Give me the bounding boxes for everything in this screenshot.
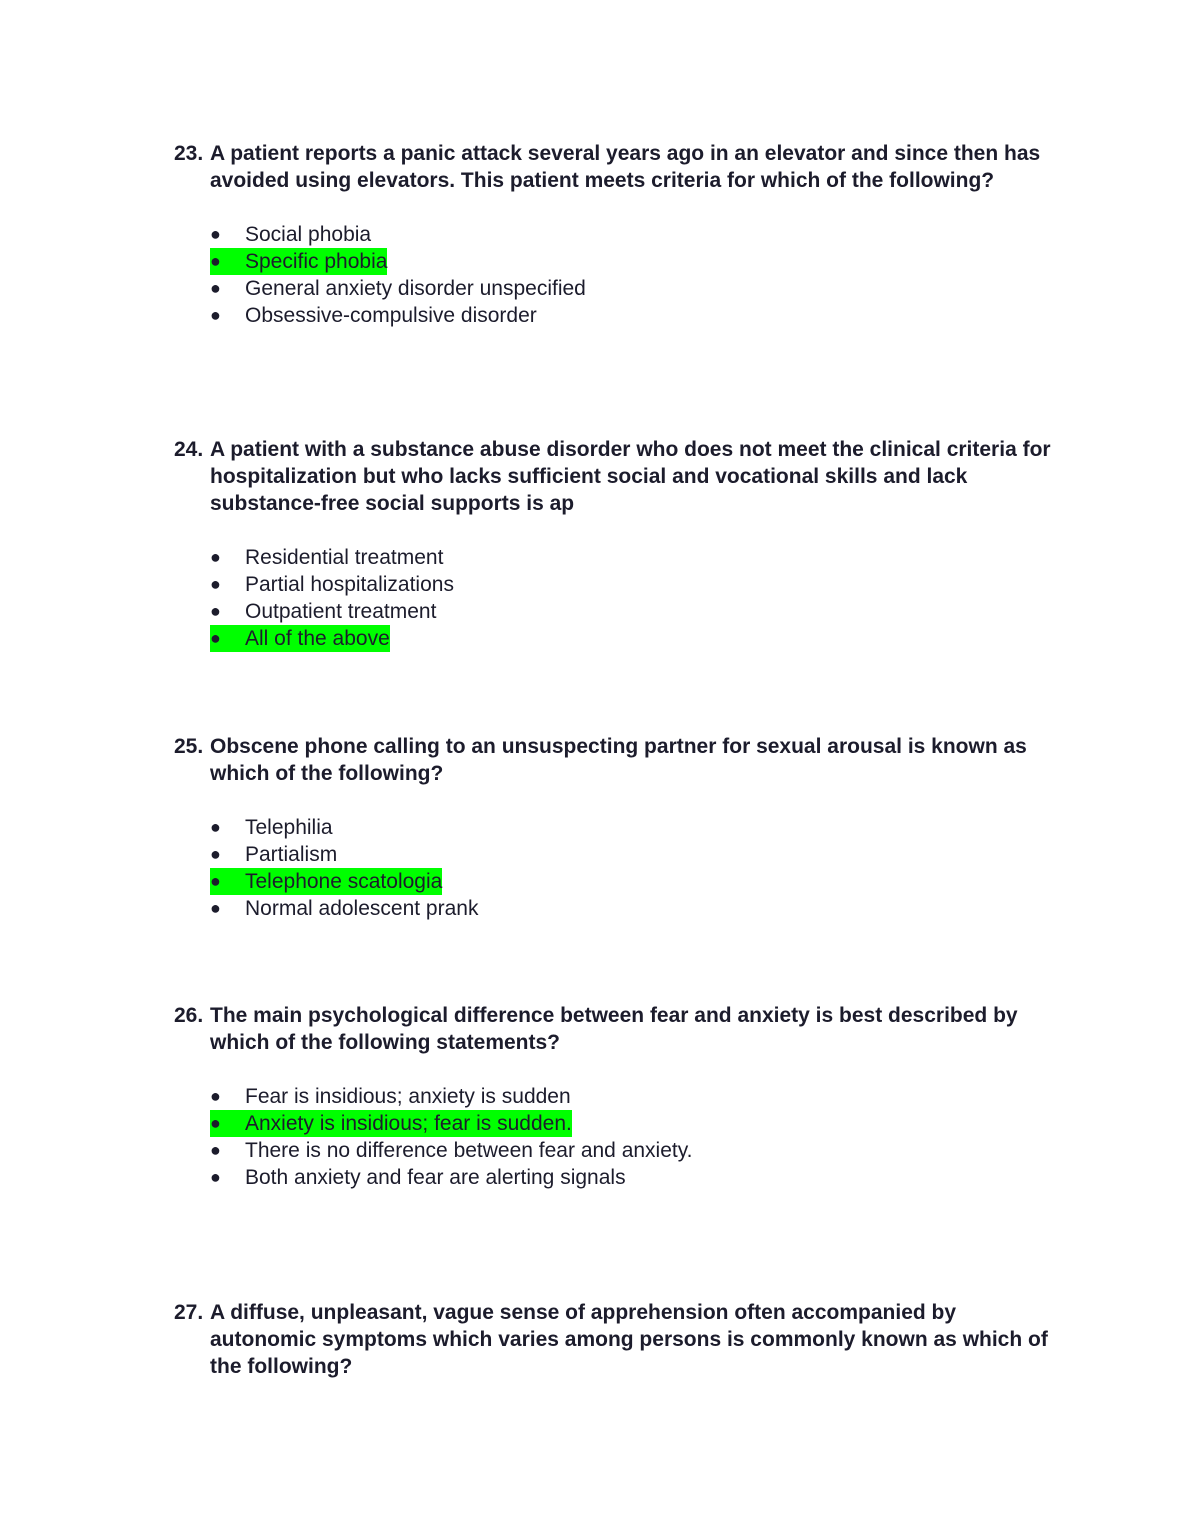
- answer-label: Outpatient treatment: [245, 600, 437, 623]
- answer-option: [210, 1083, 1190, 1110]
- answer-option-correct: [210, 248, 1190, 275]
- question-24: [0, 436, 1190, 652]
- answer-options: [0, 1083, 1190, 1191]
- answer-highlight: [210, 571, 454, 598]
- answer-label: Anxiety is insidious; fear is sudden.: [245, 1112, 572, 1135]
- answer-highlight: [210, 1164, 626, 1191]
- question-number: 27.: [174, 1301, 204, 1324]
- question-27: [0, 1299, 1190, 1380]
- answer-highlight: [210, 814, 333, 841]
- answer-option: [210, 895, 1190, 922]
- bullet-icon: ●: [210, 817, 221, 837]
- answer-option: [210, 544, 1190, 571]
- answer-highlight: [210, 221, 371, 248]
- answer-highlight: [210, 302, 537, 329]
- question-number: 25.: [174, 735, 204, 758]
- answer-label: Fear is insidious; anxiety is sudden: [245, 1085, 571, 1108]
- answer-highlight: [210, 544, 443, 571]
- answer-label: Obsessive-compulsive disorder: [245, 304, 537, 327]
- answer-option: [210, 221, 1190, 248]
- bullet-icon: ●: [210, 1113, 221, 1133]
- question-header: [0, 140, 1190, 194]
- answer-option: [210, 841, 1190, 868]
- answer-highlight: [210, 598, 436, 625]
- answer-options: [0, 814, 1190, 922]
- bullet-icon: ●: [210, 628, 221, 648]
- answer-highlight: [210, 841, 337, 868]
- answer-highlight: [210, 868, 442, 895]
- answer-option: [210, 598, 1190, 625]
- question-text: A patient reports a panic attack several years ago in an elevator and since then has avoided using elevators. This patient meets criteria for which of the following?: [210, 142, 1041, 192]
- question-header: [0, 1002, 1190, 1056]
- question-number: 24.: [174, 438, 204, 461]
- question-text: The main psychological difference between fear and anxiety is best described by which of the following statements?: [210, 1004, 1018, 1054]
- answer-option: [210, 571, 1190, 598]
- answer-options: [0, 221, 1190, 329]
- answer-highlight: [210, 895, 478, 922]
- bullet-icon: ●: [210, 1140, 221, 1160]
- answer-option: [210, 275, 1190, 302]
- answer-label: Telephone scatologia: [245, 870, 443, 893]
- answer-option: [210, 1137, 1190, 1164]
- answer-option: [210, 1164, 1190, 1191]
- answer-options: [0, 544, 1190, 652]
- answer-highlight: [210, 275, 586, 302]
- bullet-icon: ●: [210, 305, 221, 325]
- answer-highlight: [210, 625, 390, 652]
- answer-option-correct: [210, 625, 1190, 652]
- answer-option: [210, 814, 1190, 841]
- bullet-icon: ●: [210, 601, 221, 621]
- answer-label: Social phobia: [245, 223, 372, 246]
- bullet-icon: ●: [210, 1086, 221, 1106]
- answer-option-correct: [210, 1110, 1190, 1137]
- question-number: 23.: [174, 142, 204, 165]
- answer-label: General anxiety disorder unspecified: [245, 277, 586, 300]
- answer-label: Telephilia: [245, 816, 333, 839]
- bullet-icon: ●: [210, 1167, 221, 1187]
- question-text: A patient with a substance abuse disorder who does not meet the clinical criteria for hospitalization but who lacks sufficient social and vocational skills and lack substance-free social supports is ap: [210, 438, 1051, 515]
- question-text: Obscene phone calling to an unsuspecting partner for sexual arousal is known as which of the following?: [210, 735, 1027, 785]
- question-header: [0, 1299, 1190, 1380]
- question-header: [0, 436, 1190, 517]
- bullet-icon: ●: [210, 278, 221, 298]
- bullet-icon: ●: [210, 224, 221, 244]
- bullet-icon: ●: [210, 547, 221, 567]
- answer-highlight: [210, 1083, 571, 1110]
- question-25: [0, 733, 1190, 922]
- bullet-icon: ●: [210, 871, 221, 891]
- answer-label: Normal adolescent prank: [245, 897, 479, 920]
- answer-highlight: [210, 248, 387, 275]
- answer-label: Specific phobia: [245, 250, 388, 273]
- bullet-icon: ●: [210, 844, 221, 864]
- answer-label: Residential treatment: [245, 546, 444, 569]
- answer-label: Partialism: [245, 843, 338, 866]
- question-text: A diffuse, unpleasant, vague sense of apprehension often accompanied by autonomic symptoms which varies among persons is commonly known as which of the following?: [210, 1301, 1048, 1378]
- answer-label: All of the above: [245, 627, 390, 650]
- answer-highlight: [210, 1110, 572, 1137]
- bullet-icon: ●: [210, 898, 221, 918]
- answer-label: Both anxiety and fear are alerting signals: [245, 1166, 626, 1189]
- answer-label: There is no difference between fear and anxiety.: [245, 1139, 693, 1162]
- bullet-icon: ●: [210, 574, 221, 594]
- question-23: [0, 140, 1190, 329]
- answer-label: Partial hospitalizations: [245, 573, 454, 596]
- answer-option-correct: [210, 868, 1190, 895]
- answer-option: [210, 302, 1190, 329]
- answer-highlight: [210, 1137, 693, 1164]
- question-number: 26.: [174, 1004, 204, 1027]
- question-26: [0, 1002, 1190, 1191]
- bullet-icon: ●: [210, 251, 221, 271]
- question-header: [0, 733, 1190, 787]
